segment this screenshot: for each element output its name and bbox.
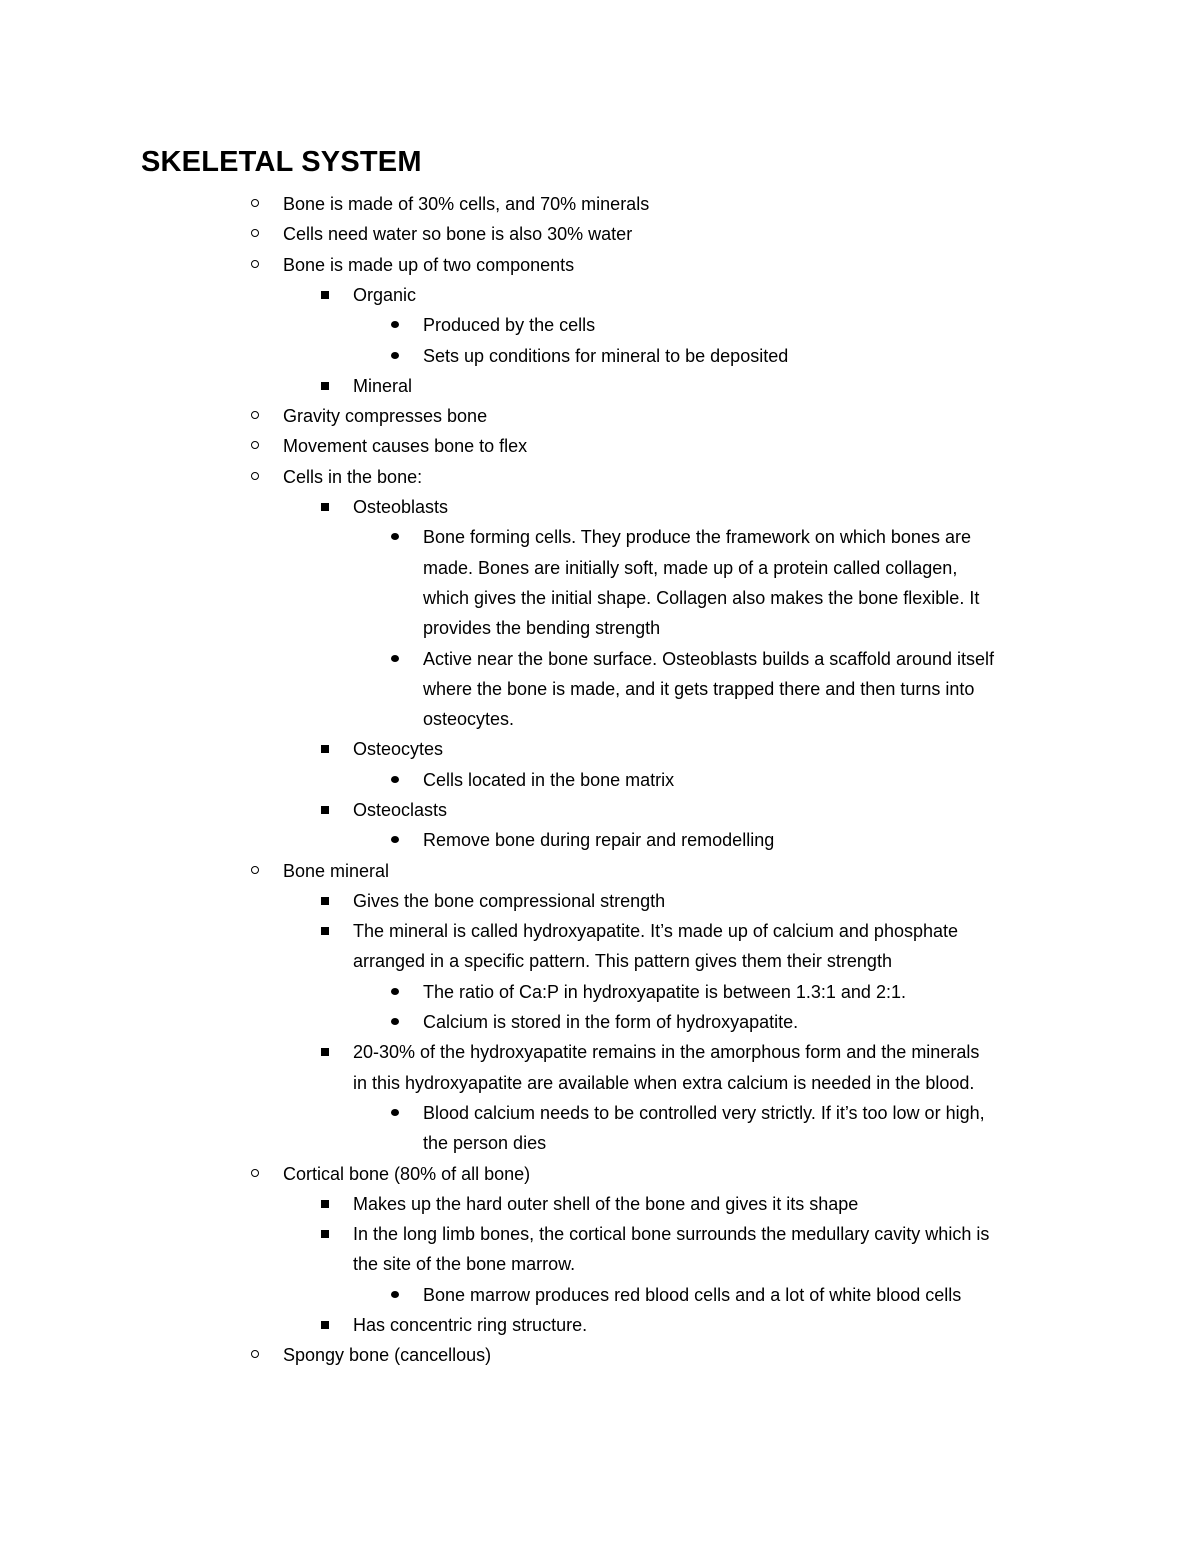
list-item-text: Spongy bone (cancellous) bbox=[283, 1345, 492, 1366]
circle-icon bbox=[249, 250, 261, 280]
square-icon bbox=[319, 1037, 331, 1067]
list-item bbox=[423, 765, 674, 795]
list-item bbox=[283, 1340, 491, 1370]
list-item-text: Produced by the cells bbox=[423, 315, 596, 336]
list-item bbox=[423, 977, 906, 1007]
square-icon bbox=[319, 280, 331, 310]
list-item bbox=[423, 310, 595, 340]
list-item-text: The mineral is called hydroxyapatite. It’s made up of calcium and phosphate bbox=[353, 921, 959, 942]
list-item-text: Bone is made of 30% cells, and 70% minerals bbox=[283, 194, 650, 214]
list-item-text: Cells in the bone: bbox=[283, 466, 423, 487]
list-item bbox=[423, 522, 979, 643]
list-item bbox=[353, 886, 665, 916]
list-item-text: Cells need water so bone is also 30% water bbox=[283, 224, 633, 245]
list-item-text: Osteoclasts bbox=[353, 800, 448, 820]
list-item bbox=[353, 795, 447, 825]
square-icon bbox=[319, 1219, 331, 1249]
circle-icon bbox=[249, 462, 261, 492]
dot-icon bbox=[390, 1007, 402, 1037]
list-item-text: Bone marrow produces red blood cells and a lot of white blood cells bbox=[423, 1284, 962, 1305]
list-item bbox=[283, 219, 632, 249]
list-item bbox=[283, 1159, 530, 1189]
list-item-text: Bone mineral bbox=[283, 860, 390, 881]
list-item bbox=[423, 825, 774, 855]
list-item-text: Movement causes bone to flex bbox=[283, 436, 528, 457]
list-item bbox=[423, 644, 994, 735]
list-item bbox=[283, 189, 649, 219]
list-item-text: which gives the initial shape. Collagen also makes the bone flexible. It bbox=[423, 587, 980, 608]
list-item bbox=[353, 1037, 979, 1098]
list-item-text: the site of the bone marrow. bbox=[353, 1254, 576, 1275]
list-item-text: arranged in a specific pattern. This pattern gives them their strength bbox=[353, 951, 892, 972]
list-item-text: Cortical bone (80% of all bone) bbox=[283, 1163, 531, 1184]
list-item-text: Active near the bone surface. Osteoblasts builds a scaffold around itself bbox=[423, 648, 994, 669]
list-item-text: Mineral bbox=[353, 375, 413, 396]
square-icon bbox=[319, 492, 331, 522]
list-item-text: Osteocytes bbox=[353, 739, 444, 760]
list-item bbox=[423, 1280, 961, 1310]
square-icon bbox=[319, 1189, 331, 1219]
dot-icon bbox=[390, 341, 402, 371]
square-icon bbox=[319, 1310, 331, 1340]
list-item bbox=[353, 371, 412, 401]
list-item-text: provides the bending strength bbox=[423, 618, 661, 639]
list-item bbox=[283, 250, 574, 280]
dot-icon bbox=[390, 310, 402, 340]
dot-icon bbox=[390, 1098, 402, 1128]
dot-icon bbox=[390, 765, 402, 795]
list-item bbox=[423, 341, 788, 371]
circle-icon bbox=[249, 401, 261, 431]
circle-icon bbox=[249, 1159, 261, 1189]
list-item-text: in this hydroxyapatite are available when extra calcium is needed in the blood. bbox=[353, 1072, 975, 1093]
circle-icon bbox=[249, 431, 261, 461]
list-item-text: Cells located in the bone matrix bbox=[423, 769, 675, 790]
list-item-text: Gives the bone compressional strength bbox=[353, 890, 666, 911]
dot-icon bbox=[390, 644, 402, 674]
list-item-text: Has concentric ring structure. bbox=[353, 1315, 588, 1336]
list-item-text: Makes up the hard outer shell of the bone and gives it its shape bbox=[353, 1193, 859, 1214]
list-item bbox=[353, 734, 443, 764]
list-item-text: Organic bbox=[353, 284, 417, 305]
dot-icon bbox=[390, 1280, 402, 1310]
list-item-text: made. Bones are initially soft, made up of a protein called collagen, bbox=[423, 557, 958, 578]
square-icon bbox=[319, 916, 331, 946]
list-item-text: Osteoblasts bbox=[353, 497, 449, 517]
list-item bbox=[353, 1219, 989, 1280]
list-item bbox=[353, 1189, 858, 1219]
list-item-text: Gravity compresses bone bbox=[283, 406, 488, 427]
list-item-text: where the bone is made, and it gets trapped there and then turns into bbox=[423, 678, 975, 699]
list-item-text: 20-30% of the hydroxyapatite remains in the amorphous form and the minerals bbox=[353, 1042, 980, 1063]
list-item bbox=[423, 1007, 798, 1037]
circle-icon bbox=[249, 219, 261, 249]
circle-icon bbox=[249, 189, 261, 219]
list-item bbox=[423, 1098, 985, 1159]
list-item bbox=[283, 401, 487, 431]
list-item-text: the person dies bbox=[423, 1133, 547, 1154]
list-item-text: The ratio of Ca:P in hydroxyapatite is between 1.3:1 and 2:1. bbox=[423, 981, 906, 1002]
list-item bbox=[353, 280, 416, 310]
list-item bbox=[353, 492, 448, 522]
list-item bbox=[283, 462, 422, 492]
dot-icon bbox=[390, 825, 402, 855]
list-item bbox=[353, 1310, 587, 1340]
circle-icon bbox=[249, 856, 261, 886]
list-item-text: Remove bone during repair and remodelling bbox=[423, 830, 775, 851]
square-icon bbox=[319, 886, 331, 916]
list-item-text: Bone forming cells. They produce the framework on which bones are bbox=[423, 527, 971, 548]
square-icon bbox=[319, 371, 331, 401]
list-item-text: In the long limb bones, the cortical bone surrounds the medullary cavity which is bbox=[353, 1224, 990, 1245]
list-item bbox=[353, 916, 958, 977]
circle-icon bbox=[249, 1340, 261, 1370]
list-item-text: Calcium is stored in the form of hydroxyapatite. bbox=[423, 1012, 799, 1033]
list-item-text: Sets up conditions for mineral to be deposited bbox=[423, 345, 789, 366]
square-icon bbox=[319, 795, 331, 825]
list-item bbox=[283, 431, 527, 461]
list-item bbox=[283, 856, 389, 886]
dot-icon bbox=[390, 522, 402, 552]
list-item-text: Blood calcium needs to be controlled very strictly. If it’s too low or high, bbox=[423, 1103, 985, 1123]
dot-icon bbox=[390, 977, 402, 1007]
list-item-text: osteocytes. bbox=[423, 709, 515, 730]
page-title: SKELETAL SYSTEM bbox=[141, 146, 422, 178]
list-item-text: Bone is made up of two components bbox=[283, 254, 575, 275]
square-icon bbox=[319, 734, 331, 764]
